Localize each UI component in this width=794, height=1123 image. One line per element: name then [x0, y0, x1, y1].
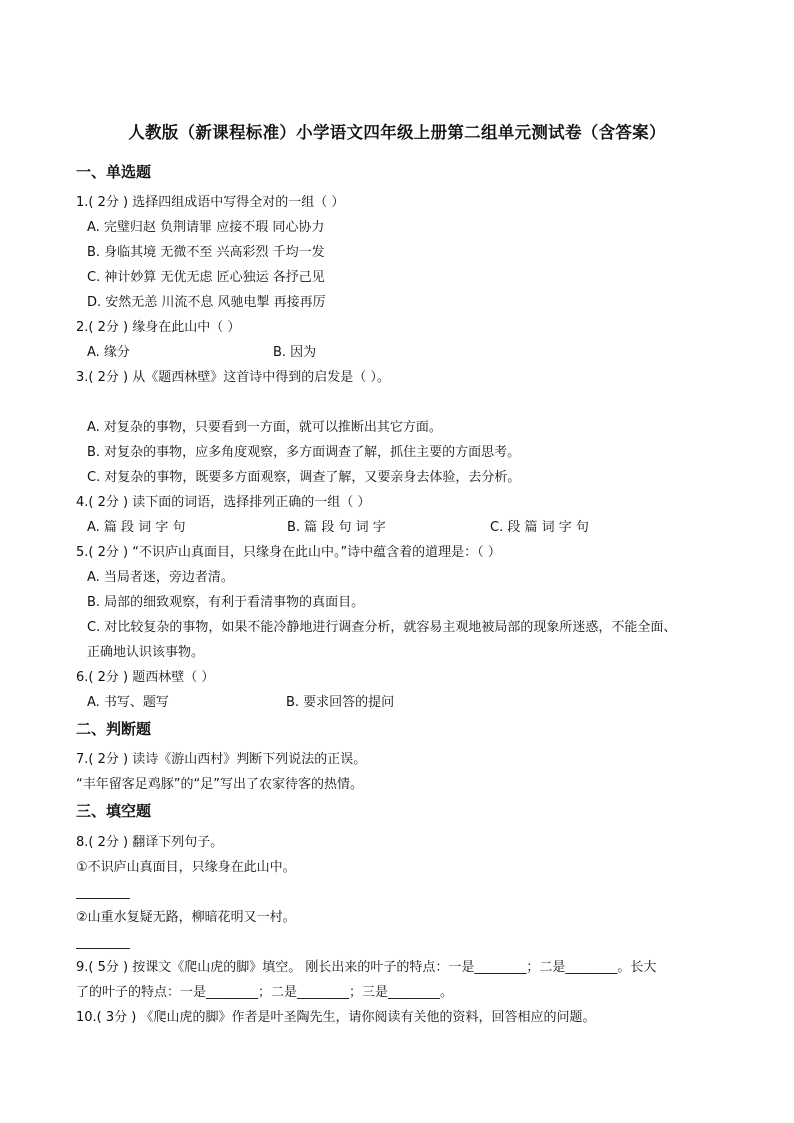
question-5-option-c-line2: 正确地认识该事物。 [87, 645, 205, 660]
question-8-answer-line-1[interactable] [76, 898, 130, 899]
question-9-line-1: 9.( 5分 ) 按课文《爬山虎的脚》填空。 刚长出来的叶子的特点：一是________；二是________。长大 [76, 960, 657, 975]
question-7-stem: 7.( 2分 ) 读诗《游山西村》判断下列说法的正误。 [76, 752, 367, 767]
question-1-option-c: C. 神计妙算 无优无虑 匠心独运 各抒己见 [87, 270, 325, 285]
question-3-option-a: A. 对复杂的事物，只要看到一方面，就可以推断出其它方面。 [87, 420, 442, 435]
question-1-option-b: B. 身临其境 无微不至 兴高彩烈 千均一发 [87, 245, 325, 260]
question-8-answer-line-2[interactable] [76, 948, 130, 949]
question-3-option-b: B. 对复杂的事物，应多角度观察，多方面调查了解，抓住主要的方面思考。 [87, 445, 521, 460]
question-10-stem: 10.( 3分 ) 《爬山虎的脚》作者是叶圣陶先生，请你阅读有关他的资料，回答相应的问题。 [76, 1010, 596, 1025]
question-6-option-a: A. 书写、题写 [87, 695, 169, 710]
question-4-option-a: A. 篇 段 词 字 句 [87, 520, 186, 535]
question-8-item-1: ①不识庐山真面目，只缘身在此山中。 [76, 860, 296, 875]
question-1-stem: 1.( 2分 ) 选择四组成语中写得全对的一组（ ） [76, 195, 345, 210]
section-heading-true-false: 二、判断题 [76, 720, 152, 738]
question-8-stem: 8.( 2分 ) 翻译下列句子。 [76, 835, 224, 850]
question-1-option-a: A. 完璧归赵 负荆请罪 应接不瑕 同心协力 [87, 220, 325, 235]
question-5-stem: 5.( 2分 ) “不识庐山真面目，只缘身在此山中。”诗中蕴含着的道理是：（ ） [76, 545, 501, 560]
question-9-line-2: 了的叶子的特点：一是________；二是________；三是________。 [76, 985, 454, 1000]
question-4-stem: 4.( 2分 ) 读下面的词语，选择排列正确的一组（ ） [76, 495, 371, 510]
question-6-stem: 6.( 2分 ) 题西林壁（ ） [76, 670, 215, 685]
section-heading-fill-in: 三、填空题 [76, 802, 152, 820]
question-5-option-c-line1: C. 对比较复杂的事物，如果不能冷静地进行调查分析，就容易主观地被局部的现象所迷惑，不能全面、 [87, 620, 677, 635]
question-7-statement: “丰年留客足鸡豚”的“足”写出了农家待客的热情。 [76, 777, 363, 792]
question-2-option-a: A. 缘分 [87, 345, 130, 360]
question-4-option-c: C. 段 篇 词 字 句 [490, 520, 589, 535]
question-3-stem: 3.( 2分 ) 从《题西林壁》这首诗中得到的启发是（ ）。 [76, 370, 390, 385]
question-2-stem: 2.( 2分 ) 缘身在此山中（ ） [76, 320, 241, 335]
question-6-option-b: B. 要求回答的提问 [286, 695, 395, 710]
document-title: 人教版（新课程标准）小学语文四年级上册第二组单元测试卷（含答案） [128, 123, 666, 142]
question-8-item-2: ②山重水复疑无路，柳暗花明又一村。 [76, 910, 296, 925]
question-1-option-d: D. 安然无恙 川流不息 风驰电掣 再接再厉 [87, 295, 326, 310]
section-heading-single-choice: 一、单选题 [76, 163, 152, 181]
question-5-option-a: A. 当局者迷，旁边者清。 [87, 570, 234, 585]
question-5-option-b: B. 局部的细致观察，有利于看清事物的真面目。 [87, 595, 365, 610]
question-4-option-b: B. 篇 段 句 词 字 [287, 520, 386, 535]
question-2-option-b: B. 因为 [273, 345, 317, 360]
question-3-option-c: C. 对复杂的事物，既要多方面观察，调查了解，又要亲身去体验，去分析。 [87, 470, 521, 485]
